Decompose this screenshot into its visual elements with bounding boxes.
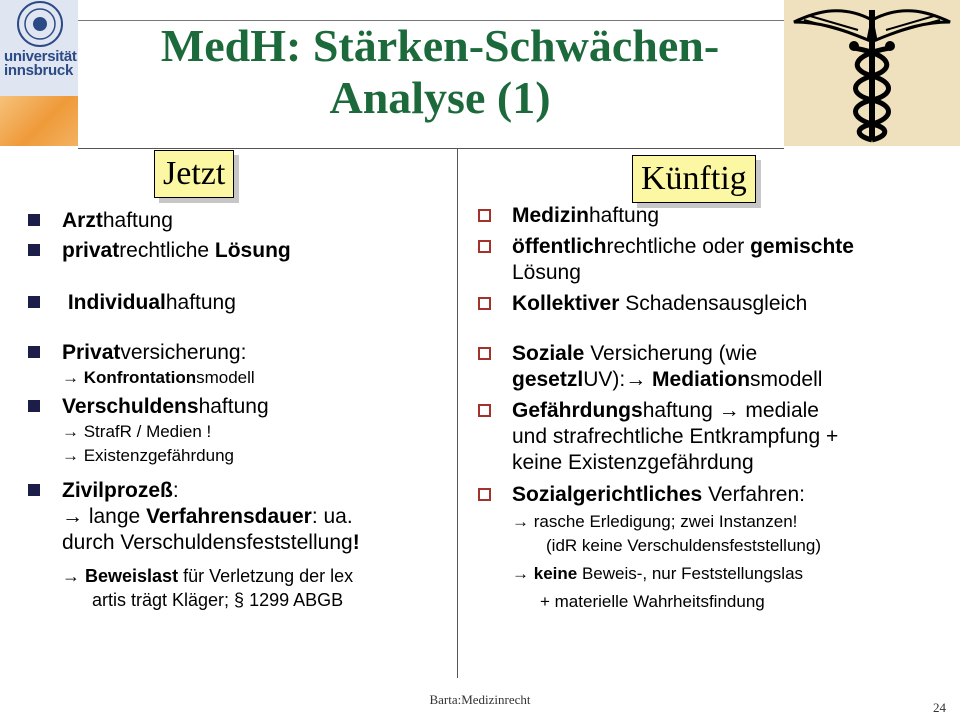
column-divider (457, 148, 458, 678)
university-logo (0, 0, 78, 146)
sub-line: (idR keine Verschuldensfeststellung) (546, 536, 821, 555)
right-column (474, 203, 960, 614)
list-item: Verschuldenshaftung → StrafR / Medien ! → Existenzgefährdung (28, 394, 456, 468)
sub-line: durch Verschuldensfeststellung! (62, 531, 360, 554)
sub-line: → Konfrontationsmodell (62, 368, 255, 387)
title-line2: Analyse (1) (329, 72, 551, 123)
list-item: Arzthaftung (28, 208, 456, 234)
sub-line: → keine Beweis-, nur Feststellungslas (512, 564, 804, 583)
list-item: Individualhaftung (28, 290, 456, 316)
square-bullet-icon (28, 214, 40, 226)
square-bullet-icon (28, 244, 40, 256)
sub-line: → lange Verfahrensdauer: ua. (62, 505, 353, 528)
box-bullet-icon (478, 209, 491, 222)
title-line1: MedH: Stärken-Schwächen- (160, 20, 720, 71)
box-bullet-icon (478, 297, 491, 310)
sub-line: → Beweislast für Verletzung der lex (62, 566, 354, 586)
left-column (28, 208, 456, 612)
list-item: Kollektiver Schadensausgleich (474, 291, 960, 317)
box-bullet-icon (478, 347, 491, 360)
box-bullet-icon (478, 488, 491, 501)
sub-line: + materielle Wahrheitsfindung (540, 592, 765, 611)
tag-future: Künftig (632, 155, 756, 203)
box-bullet-icon (478, 404, 491, 417)
header-rule (78, 148, 784, 149)
box-bullet-icon (478, 240, 491, 253)
university-seal-icon (0, 0, 78, 50)
logo-line1: universität (4, 48, 77, 65)
logo-orange-panel (0, 96, 78, 146)
list-item: Medizinhaftung (474, 203, 960, 229)
list-item: privatrechtliche Lösung (28, 238, 456, 264)
page-number: 24 (933, 700, 946, 715)
sub-line: Lösung (512, 261, 581, 284)
list-item: Zivilprozeß: → lange Verfahrensdauer: ua. durch Verschuldensfeststellung! → Beweislast für Verletzung der lex artis trägt Kläger; § 1299 ABGB (28, 478, 456, 612)
list-item: öffentlichrechtliche oder gemischte Lösung (474, 234, 960, 286)
sub-line: und strafrechtliche Entkrampfung + (512, 425, 839, 448)
list-item: Privatversicherung: → Konfrontationsmodell (28, 340, 456, 390)
slide-title (95, 20, 785, 124)
square-bullet-icon (28, 346, 40, 358)
square-bullet-icon (28, 296, 40, 308)
sub-line: → rasche Erledigung; zwei Instanzen! (512, 512, 798, 531)
sub-line: gesetzlUV):→ Mediationsmodell (512, 368, 823, 391)
logo-text (4, 50, 78, 78)
list-item: Sozialgerichtliches Verfahren: → rasche Erledigung; zwei Instanzen! (idR keine Verschuldensfeststellung) → keine Beweis-, nur Feststellungslas + materielle Wahrheitsfindung (474, 482, 960, 614)
sub-line: → Existenzgefährdung (62, 446, 234, 465)
caduceus-image (784, 0, 960, 146)
list-item: Soziale Versicherung (wie gesetzlUV):→ Mediationsmodell (474, 341, 960, 393)
caduceus-icon (784, 0, 960, 146)
list-item: Gefährdungshaftung → mediale und strafrechtliche Entkrampfung + keine Existenzgefährdung (474, 398, 960, 476)
logo-line2: innsbruck (4, 62, 73, 79)
tag-now: Jetzt (154, 150, 234, 198)
sub-line: artis trägt Kläger; § 1299 ABGB (92, 590, 344, 610)
footer-text: Barta:Medizinrecht (429, 692, 531, 707)
square-bullet-icon (28, 484, 40, 496)
square-bullet-icon (28, 400, 40, 412)
sub-line: → StrafR / Medien ! (62, 422, 212, 441)
sub-line: keine Existenzgefährdung (512, 451, 754, 474)
